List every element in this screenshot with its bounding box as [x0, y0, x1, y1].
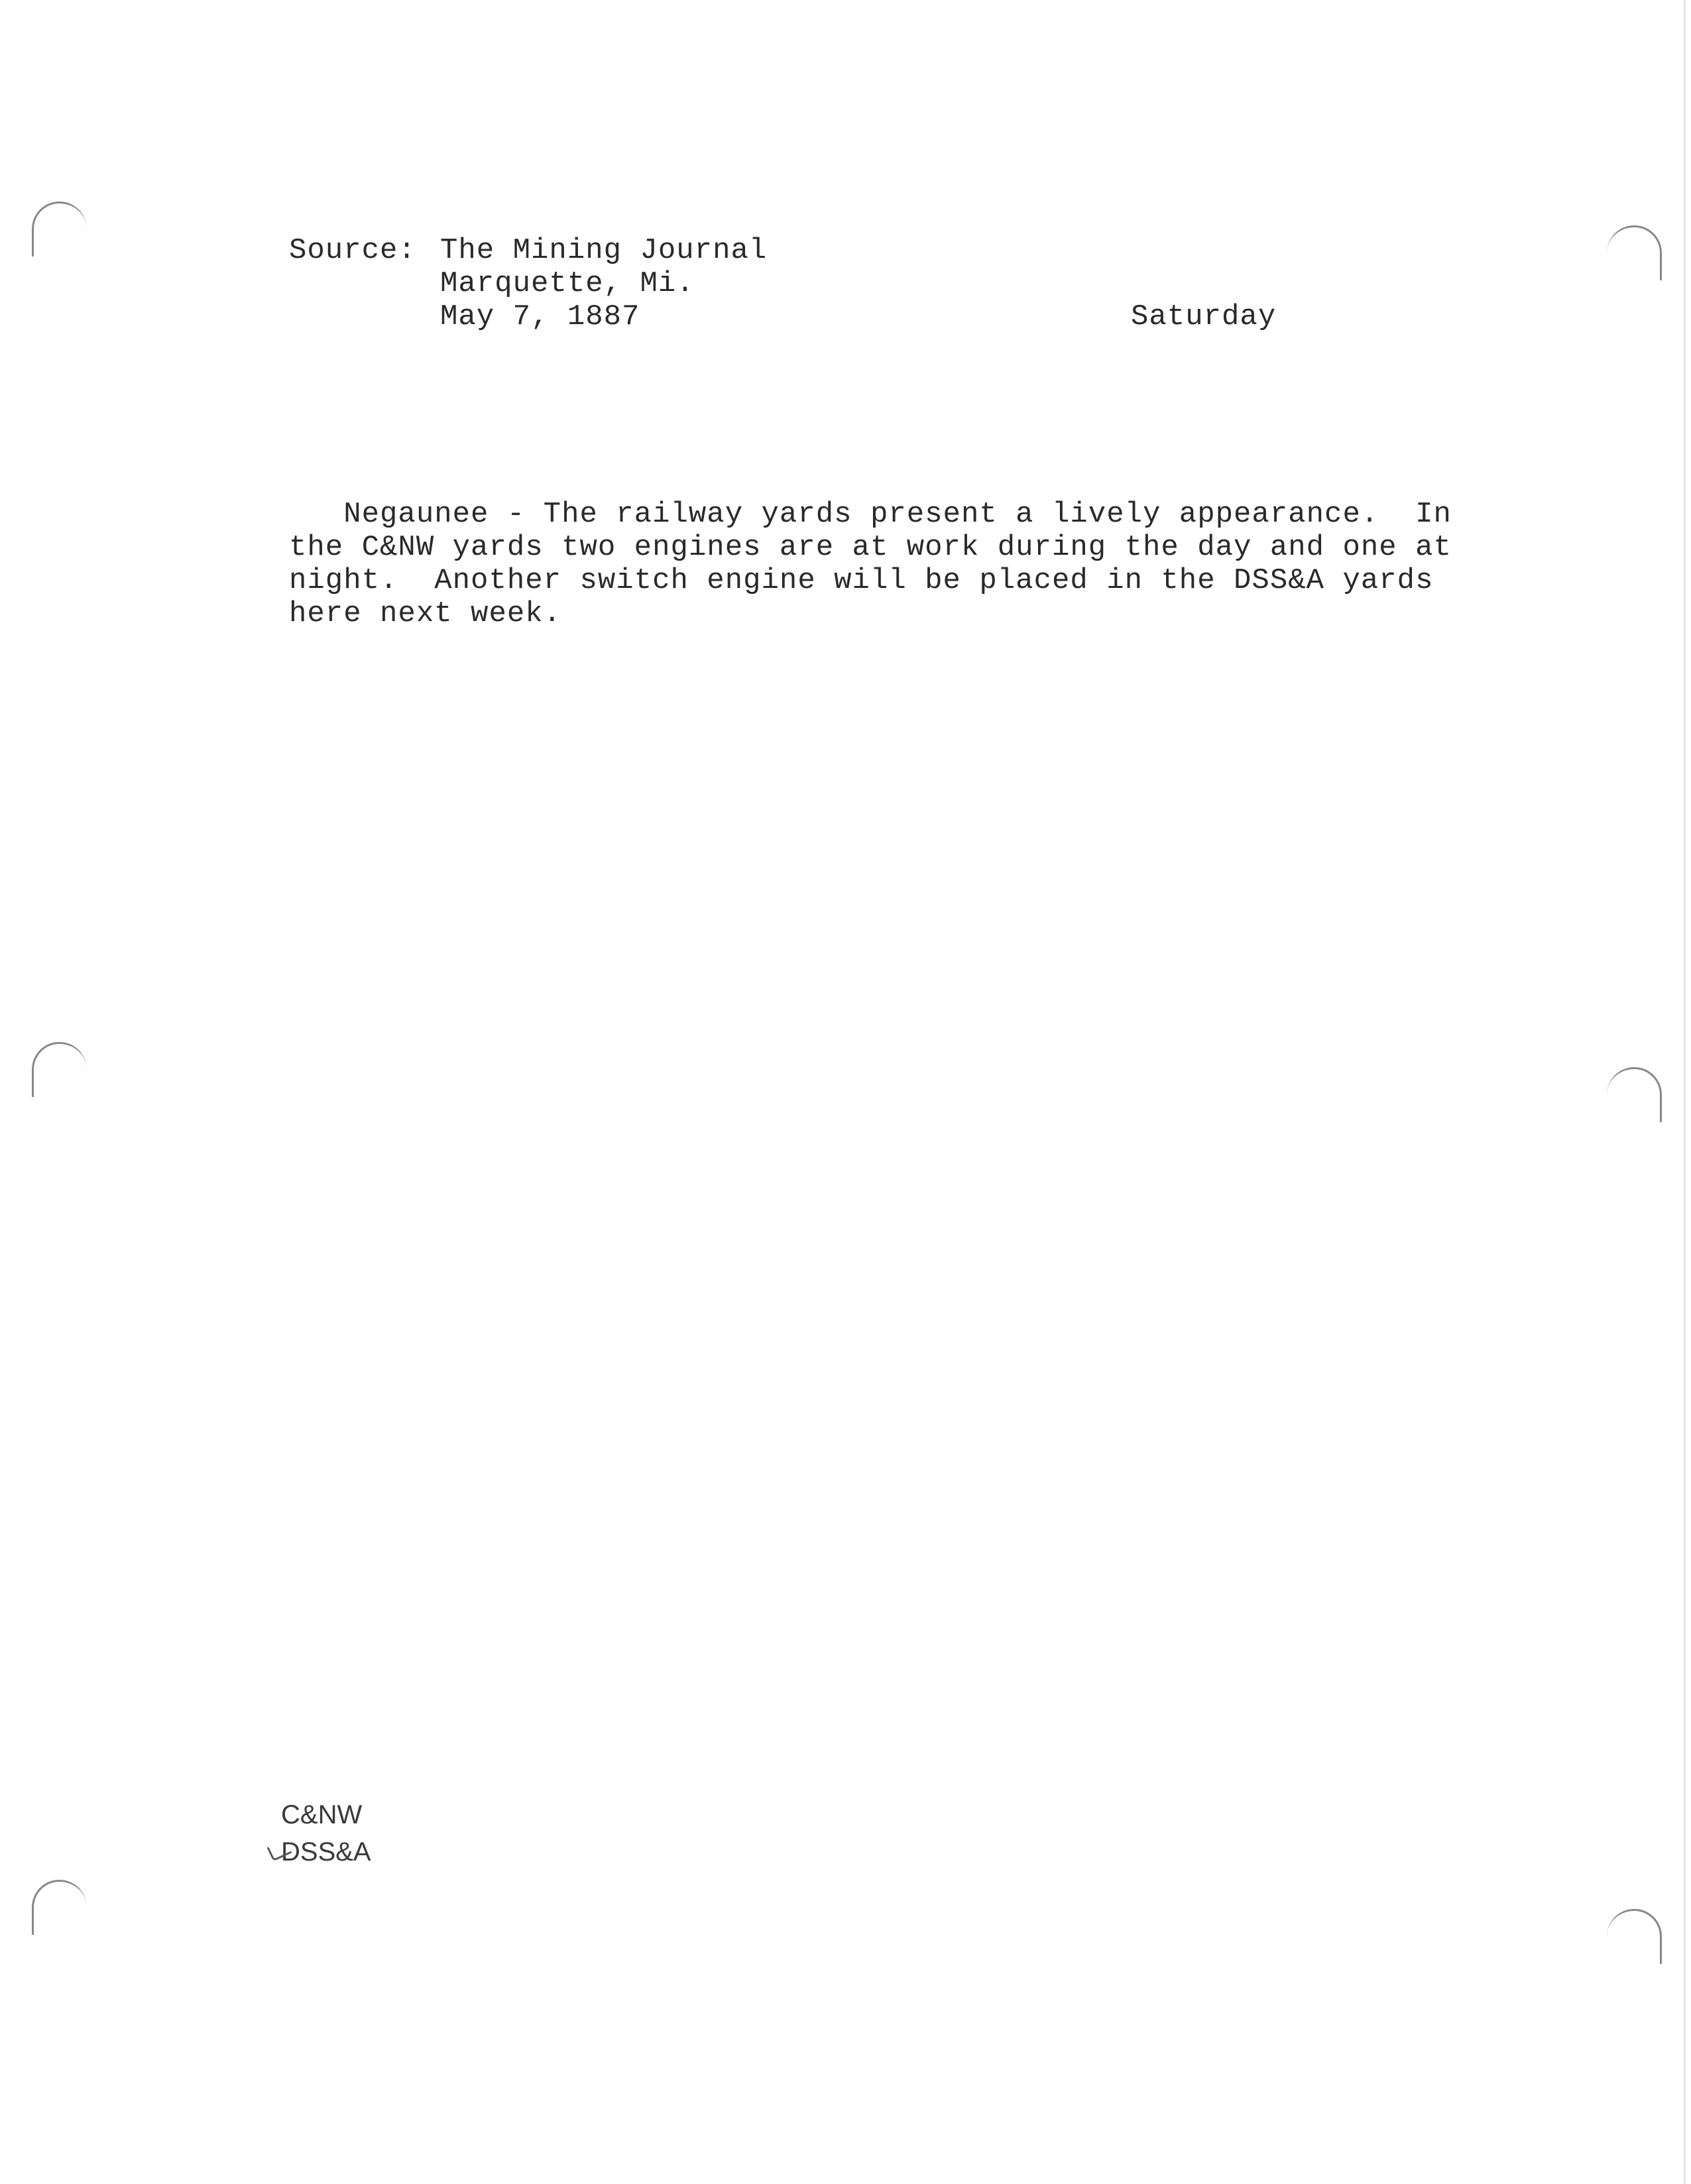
publication-location: Marquette, Mi. — [440, 267, 695, 300]
index-note: DSS&A — [281, 1837, 371, 1867]
publication-weekday: Saturday — [1131, 300, 1277, 333]
punch-hole-mark — [32, 1042, 87, 1097]
punch-hole-mark — [32, 1880, 87, 1935]
paper-edge-shadow — [1683, 0, 1686, 2184]
article-line: the C&NW yards two engines are at work during the day and one at — [289, 531, 1452, 564]
article-line: Negaunee - The railway yards present a lively appearance. In — [289, 498, 1452, 531]
punch-hole-mark — [1607, 225, 1662, 280]
punch-hole-mark — [1607, 1909, 1662, 1964]
index-notes — [281, 1796, 371, 1870]
source-label: Source: — [289, 234, 416, 267]
index-note: C&NW — [281, 1800, 363, 1829]
article-line: night. Another switch engine will be placed in the DSS&A yards — [289, 564, 1434, 597]
article-body — [289, 498, 1452, 630]
punch-hole-mark — [32, 201, 87, 257]
article-line: here next week. — [289, 597, 562, 630]
publication-date: May 7, 1887 — [440, 300, 640, 333]
punch-hole-mark — [1607, 1067, 1662, 1122]
publication-name: The Mining Journal — [440, 234, 768, 267]
